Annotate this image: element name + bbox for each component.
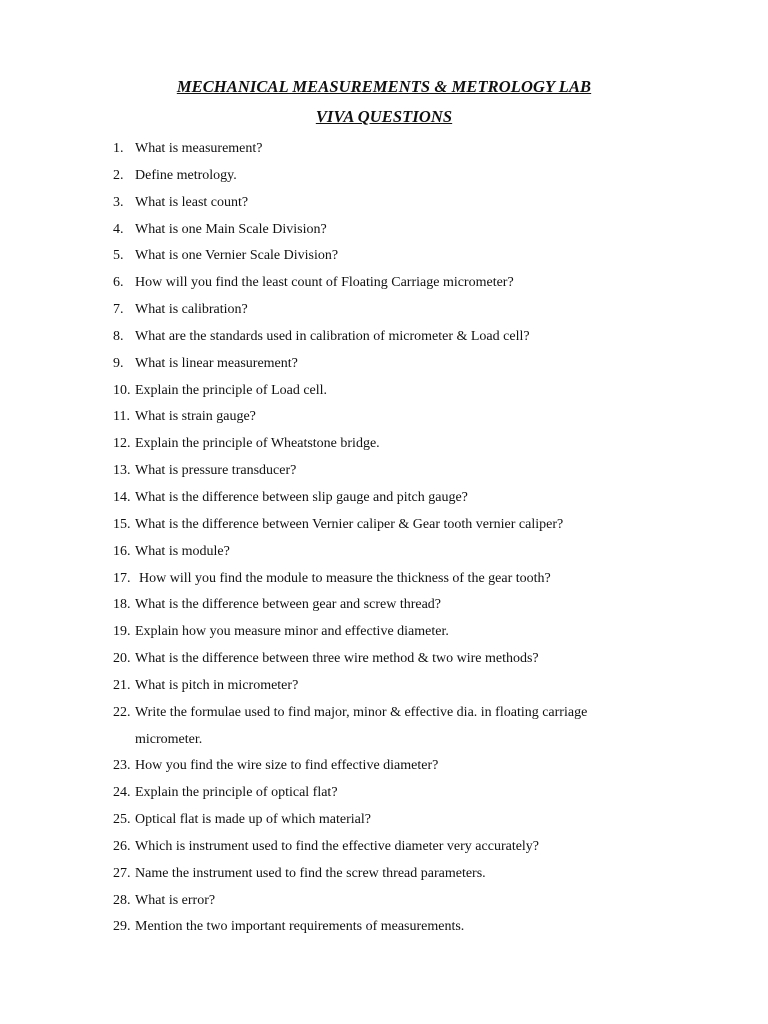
question-text: Which is instrument used to find the effective diameter very accurately? <box>135 838 540 854</box>
question-text: What is the difference between Vernier caliper & Gear tooth vernier caliper? <box>135 516 564 532</box>
question-item <box>0 566 768 593</box>
question-item <box>0 431 768 458</box>
question-text: What is the difference between gear and screw thread? <box>135 597 442 613</box>
question-text: Name the instrument used to find the screw thread parameters. <box>135 865 486 881</box>
question-number: 18. <box>113 597 131 613</box>
question-item <box>0 485 768 512</box>
question-text: What is linear measurement? <box>135 355 298 371</box>
question-text: What is pressure transducer? <box>135 463 297 479</box>
question-number: 22. <box>113 704 131 720</box>
question-number: 21. <box>113 677 131 693</box>
question-item <box>0 592 768 619</box>
question-number: 17. <box>113 570 131 586</box>
question-item <box>0 888 768 915</box>
question-text: What is error? <box>135 892 216 908</box>
question-number: 7. <box>113 302 124 318</box>
page-title: MECHANICAL MEASUREMENTS & METROLOGY LAB <box>176 77 592 96</box>
question-text: Explain the principle of optical flat? <box>135 785 338 801</box>
question-item <box>0 297 768 324</box>
question-item <box>0 673 768 700</box>
question-text: How will you find the least count of Floating Carriage micrometer? <box>135 275 514 291</box>
question-number: 14. <box>113 489 131 505</box>
question-text: Optical flat is made up of which material? <box>135 812 371 828</box>
question-item <box>0 861 768 888</box>
question-text: How you find the wire size to find effective diameter? <box>135 758 439 774</box>
question-item <box>0 163 768 190</box>
question-number: 15. <box>113 516 131 532</box>
question-item <box>0 324 768 351</box>
question-item <box>0 378 768 405</box>
question-number: 24. <box>113 785 131 801</box>
question-number: 6. <box>113 275 124 291</box>
question-item <box>0 136 768 163</box>
question-text: What are the standards used in calibration of micrometer & Load cell? <box>135 328 530 344</box>
question-list <box>0 136 768 941</box>
question-item <box>0 270 768 297</box>
question-text: Explain the principle of Load cell. <box>135 382 328 398</box>
question-item <box>0 458 768 485</box>
question-number: 19. <box>113 624 131 640</box>
question-item <box>0 834 768 861</box>
question-number: 9. <box>113 355 124 371</box>
question-number: 8. <box>113 328 124 344</box>
question-item <box>0 217 768 244</box>
question-number: 4. <box>113 221 124 237</box>
question-number: 10. <box>113 382 131 398</box>
question-number: 11. <box>113 409 130 425</box>
question-number: 29. <box>113 919 131 935</box>
question-text: Define metrology. <box>135 167 237 183</box>
question-text: What is least count? <box>135 194 249 210</box>
question-text: What is the difference between slip gauge and pitch gauge? <box>135 489 468 505</box>
page-subtitle: VIVA QUESTIONS <box>315 107 453 126</box>
question-item <box>0 539 768 566</box>
question-number: 12. <box>113 436 131 452</box>
question-item <box>0 700 768 754</box>
question-number: 25. <box>113 812 131 828</box>
question-item <box>0 404 768 431</box>
question-number: 5. <box>113 248 124 264</box>
question-item <box>0 512 768 539</box>
question-item <box>0 807 768 834</box>
question-number: 28. <box>113 892 131 908</box>
question-text: What is pitch in micrometer? <box>135 677 299 693</box>
question-item <box>0 780 768 807</box>
question-text: What is module? <box>135 543 230 559</box>
question-text: Explain how you measure minor and effective diameter. <box>135 624 449 640</box>
question-number: 27. <box>113 865 131 881</box>
question-text: What is calibration? <box>135 302 248 318</box>
question-text: What is one Vernier Scale Division? <box>135 248 339 264</box>
question-item <box>0 914 768 941</box>
question-item <box>0 243 768 270</box>
question-number: 23. <box>113 758 131 774</box>
question-number: 26. <box>113 838 131 854</box>
question-number: 3. <box>113 194 124 210</box>
question-text: Write the formulae used to find major, minor & effective dia. in floating carriage micrometer. <box>135 704 588 747</box>
question-number: 16. <box>113 543 131 559</box>
question-text: What is strain gauge? <box>135 409 256 425</box>
question-text: What is the difference between three wire method & two wire methods? <box>135 651 539 667</box>
question-number: 20. <box>113 651 131 667</box>
question-text: Explain the principle of Wheatstone bridge. <box>135 436 380 452</box>
question-item <box>0 351 768 378</box>
question-item <box>0 646 768 673</box>
question-number: 1. <box>113 141 124 156</box>
question-item <box>0 753 768 780</box>
question-text: What is measurement? <box>135 141 263 156</box>
question-number: 13. <box>113 463 131 479</box>
question-text: What is one Main Scale Division? <box>135 221 327 237</box>
question-item <box>0 619 768 646</box>
question-text: Mention the two important requirements of measurements. <box>135 919 465 935</box>
question-number: 2. <box>113 167 124 183</box>
question-text: How will you find the module to measure the thickness of the gear tooth? <box>139 570 551 586</box>
question-item <box>0 190 768 217</box>
